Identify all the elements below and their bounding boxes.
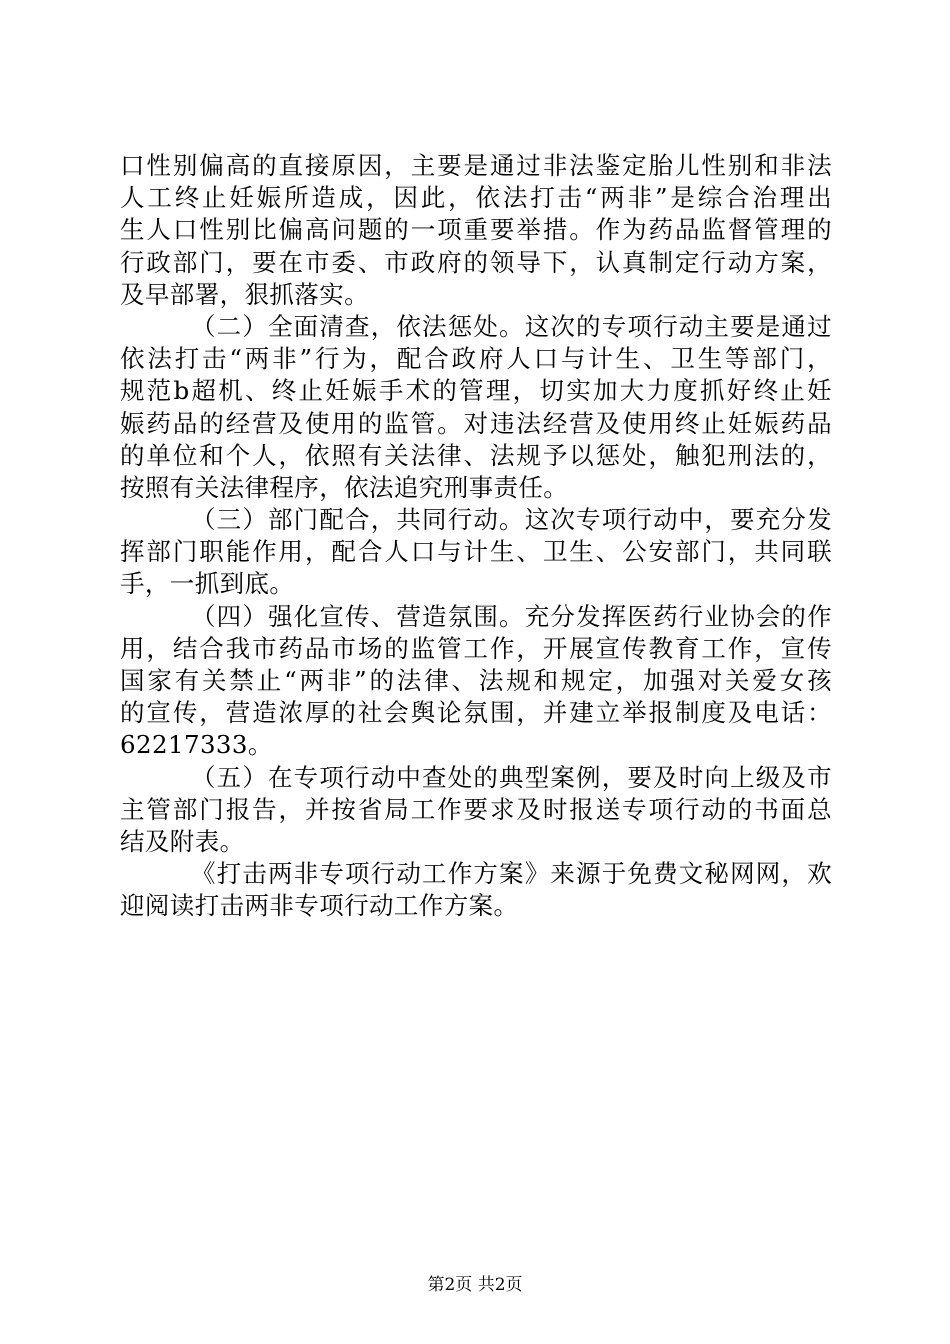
- text-line: 娠药品的经营及使用的监管。对违法经营及使用终止妊娠药品: [120, 408, 832, 438]
- text-line: 结及附表。: [120, 826, 245, 856]
- text-line: 手，一抓到底。: [120, 569, 295, 599]
- text-line: 规范b超机、终止妊娠手术的管理，切实加大力度抓好终止妊: [120, 376, 832, 406]
- text-line: 生人口性别比偏高问题的一项重要举措。作为药品监督管理的: [120, 215, 832, 245]
- paragraph-start-line: 《打击两非专项行动工作方案》来源于免费文秘网网，欢: [191, 859, 832, 889]
- page-number-footer: 第2页 共2页: [427, 1275, 523, 1295]
- text-line: 迎阅读打击两非专项行动工作方案。: [120, 891, 519, 921]
- text-line: 的宣传，营造浓厚的社会舆论氛围，并建立举报制度及电话：: [120, 698, 832, 728]
- document-body: [120, 150, 832, 923]
- text-line: 主管部门报告，并按省局工作要求及时报送专项行动的书面总: [120, 794, 832, 824]
- text-line: 行政部门，要在市委、市政府的领导下，认真制定行动方案，: [120, 247, 832, 277]
- text-line: 62217333。: [120, 730, 273, 760]
- text-line: 用，结合我市药品市场的监管工作，开展宣传教育工作，宣传: [120, 633, 832, 663]
- text-line: 挥部门职能作用，配合人口与计生、卫生、公安部门，共同联: [120, 537, 832, 567]
- paragraph-start-line: （五）在专项行动中查处的典型案例，要及时向上级及市: [191, 762, 832, 792]
- text-line: 人工终止妊娠所造成，因此，依法打击“两非”是综合治理出: [120, 183, 832, 213]
- paragraph-start-line: （三）部门配合，共同行动。这次专项行动中，要充分发: [191, 505, 832, 535]
- paragraph-start-line: （四）强化宣传、营造氛围。充分发挥医药行业协会的作: [191, 601, 832, 631]
- text-line: 口性别偏高的直接原因，主要是通过非法鉴定胎儿性别和非法: [120, 151, 832, 180]
- text-line: 及早部署，狠抓落实。: [120, 279, 369, 309]
- text-line: 依法打击“两非”行为，配合政府人口与计生、卫生等部门，: [120, 344, 832, 374]
- text-line: 按照有关法律程序，依法追究刑事责任。: [120, 472, 569, 502]
- paragraph-start-line: （二）全面清查，依法惩处。这次的专项行动主要是通过: [191, 311, 832, 341]
- text-line: 国家有关禁止“两非”的法律、法规和规定，加强对关爱女孩: [120, 666, 832, 695]
- text-line: 的单位和个人，依照有关法律、法规予以惩处，触犯刑法的，: [120, 440, 832, 470]
